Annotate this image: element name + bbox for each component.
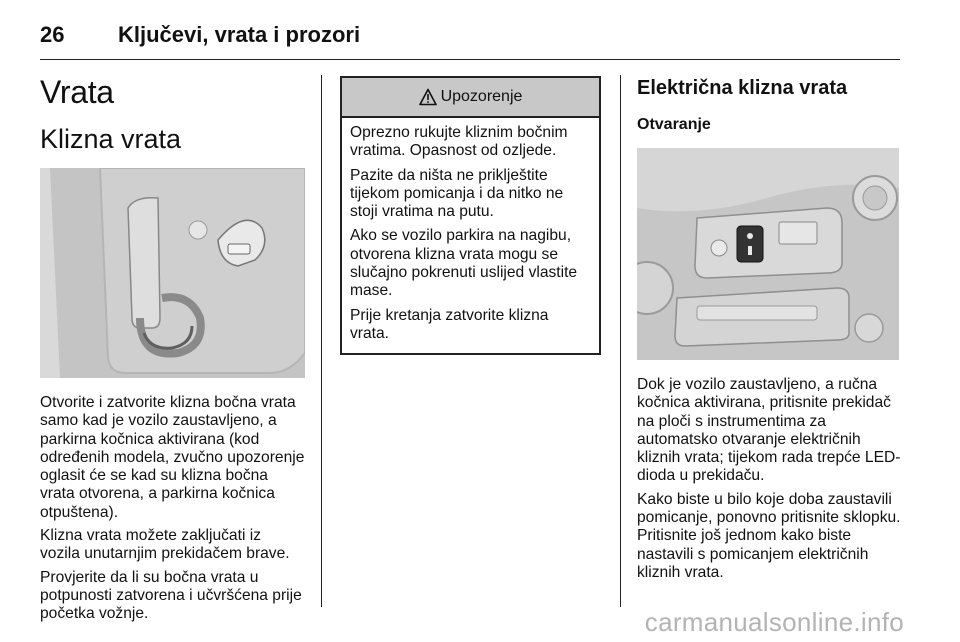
subsection-title: Otvaranje [637,116,711,133]
header-rule [40,59,900,60]
door-lock-lever-illustration [40,168,305,378]
middle-column [340,70,601,355]
body-paragraph: Otvorite i zatvorite klizna bočna vrata samo kad je vozilo zaustavljeno, a parkirna kočnica aktivirana (kod određenih modela, zvučno upozorenje oglasit će se kad su klizna bočna vrata otvorena, a parkirna kočnica otpuštena). [40,394,305,521]
section-title: Električna klizna vrata [637,77,848,99]
warning-body [342,118,599,353]
chapter-title: Ključevi, vrata i prozori [118,22,361,47]
body-paragraph: Kako biste u bilo koje doba zaustavili pomicanje, ponovno pritisnite sklopku. Pritisnite još jednom kako biste nastavili s pomicanjem električnih kliznih vrata. [637,490,901,581]
dashboard-switch-illustration [637,148,899,360]
warning-header [342,78,599,118]
left-column [40,70,305,624]
watermark: carmanualsonline.info [644,607,904,637]
body-paragraph: Dok je vozilo zaustavljeno, a ručna kočnica aktivirana, pritisnite prekidač na ploči s instrumentima za automatsko otvaranje električnih kliznih vrata; tijekom rada trepće LED-dioda u prekidaču. [637,376,901,485]
right-column [637,70,902,582]
column-divider [620,75,621,607]
warning-paragraph: Pazite da ništa ne priklještite tijekom pomicanja i da nitko ne stoji vratima na putu. [350,166,564,221]
page-number: 26 [40,22,65,47]
section-title: Vrata [40,74,114,110]
body-paragraph: Provjerite da li su bočna vrata u potpunosti zatvorena i učvršćena prije početka vožnje. [40,568,302,623]
page-header [40,18,900,62]
column-divider [321,75,322,607]
body-paragraph: Klizna vrata možete zaključati iz vozila unutarnjim prekidačem brave. [40,527,290,563]
warning-paragraph: Oprezno rukujte kliznim bočnim vratima. Opasnost od ozljede. [350,124,568,160]
subsection-title: Klizna vrata [40,124,182,154]
warning-box [340,76,601,355]
warning-triangle-icon [419,88,437,106]
warning-paragraph: Ako se vozilo parkira na nagibu, otvorena klizna vrata mogu se slučajno pokrenuti uslijed vlastite mase. [350,227,578,300]
warning-title: Upozorenje [440,88,523,105]
warning-paragraph: Prije kretanja zatvorite klizna vrata. [350,306,549,342]
